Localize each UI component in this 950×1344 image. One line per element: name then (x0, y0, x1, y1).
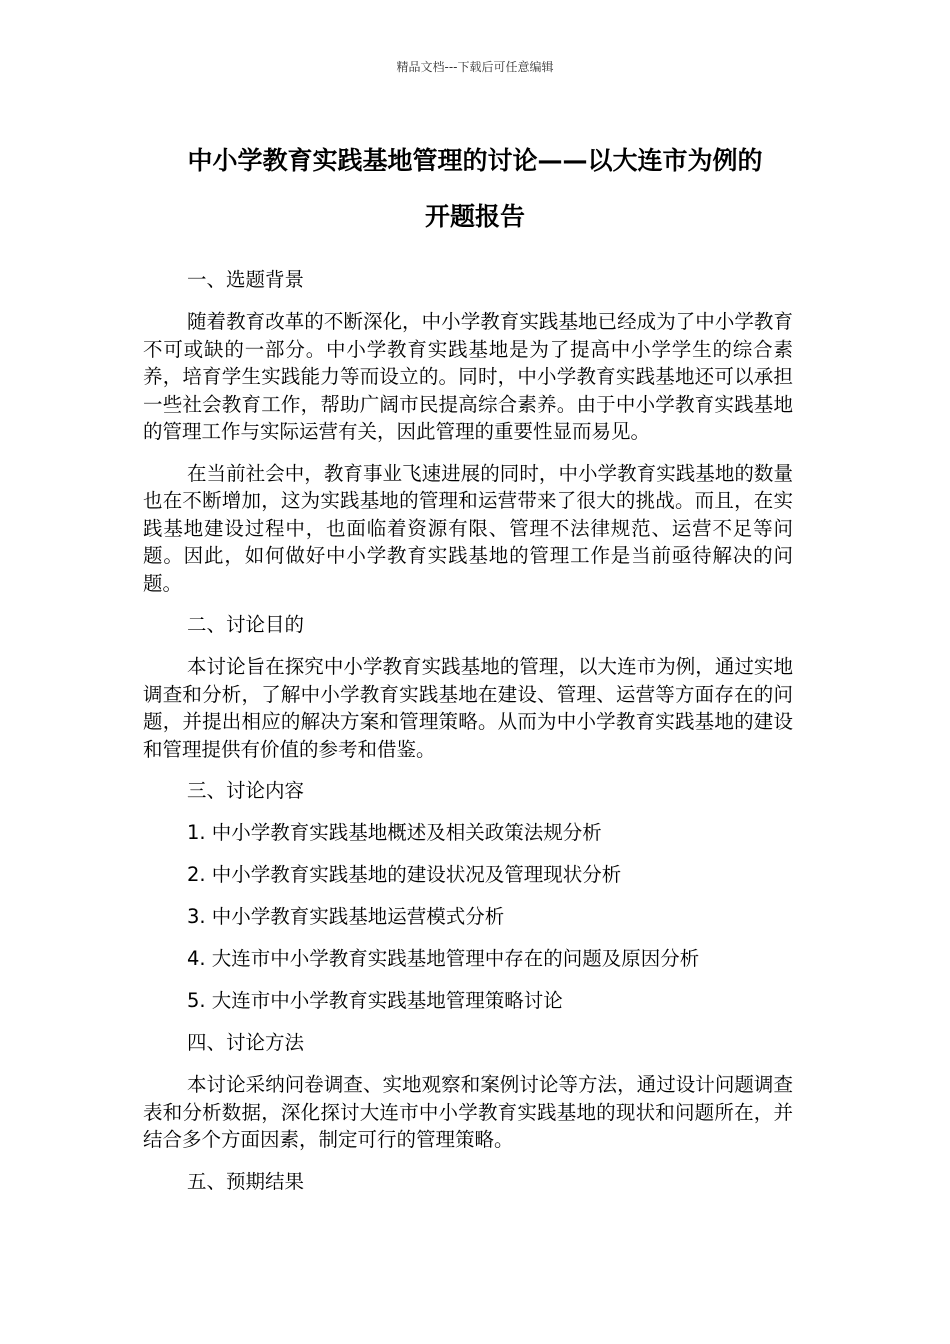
paragraph-background-2: 在当前社会中，教育事业飞速进展的同时，中小学教育实践基地的数量也在不断增加，这为实践基地的管理和运营带来了很大的挑战。而且，在实践基地建设过程中，也面临着资源有限、管理不法律规范、运营不足等问题。因此，如何做好中小学教育实践基地的管理工作是当前亟待解决的问题。 (143, 461, 793, 595)
section-heading-background: 一、选题背景 (187, 268, 305, 291)
title-line-1: 中小学教育实践基地管理的讨论——以大连市为例的 (187, 146, 763, 175)
document-body (143, 266, 793, 1210)
list-item: 2. 中小学教育实践基地的建设状况及管理现状分析 (187, 863, 622, 886)
list-item: 4. 大连市中小学教育实践基地管理中存在的问题及原因分析 (187, 947, 700, 970)
title-line-2: 开题报告 (424, 202, 525, 231)
document-title (110, 133, 840, 245)
section-heading-expected-results: 五、预期结果 (187, 1169, 305, 1193)
section-heading-purpose: 二、讨论目的 (187, 613, 305, 636)
list-item: 3. 中小学教育实践基地运营模式分析 (187, 905, 505, 928)
section-heading-content: 三、讨论内容 (187, 779, 305, 802)
list-item: 5. 大连市中小学教育实践基地管理策略讨论 (187, 989, 563, 1012)
paragraph-background-1: 随着教育改革的不断深化，中小学教育实践基地已经成为了中小学教育不可或缺的一部分。中小学教育实践基地是为了提高中小学学生的综合素养，培育学生实践能力等而设立的。同时，中小学教育实践基地还可以承担一些社会教育工作，帮助广阔市民提高综合素养。由于中小学教育实践基地的管理工作与实际运营有关，因此管理的重要性显而易见。 (143, 310, 793, 443)
list-item: 1. 中小学教育实践基地概述及相关政策法规分析 (187, 821, 602, 844)
paragraph-method: 本讨论采纳问卷调查、实地观察和案例讨论等方法，通过设计问题调查表和分析数据，深化探讨大连市中小学教育实践基地的现状和问题所在，并结合多个方面因素，制定可行的管理策略。 (143, 1073, 793, 1151)
paragraph-purpose: 本讨论旨在探究中小学教育实践基地的管理，以大连市为例，通过实地调查和分析，了解中小学教育实践基地在建设、管理、运营等方面存在的问题，并提出相应的解决方案和管理策略。从而为中小学教育实践基地的建设和管理提供有价值的参考和借鉴。 (143, 655, 793, 761)
section-heading-method: 四、讨论方法 (187, 1031, 305, 1054)
header-note: 精品文档---下载后可任意编辑 (396, 60, 554, 74)
